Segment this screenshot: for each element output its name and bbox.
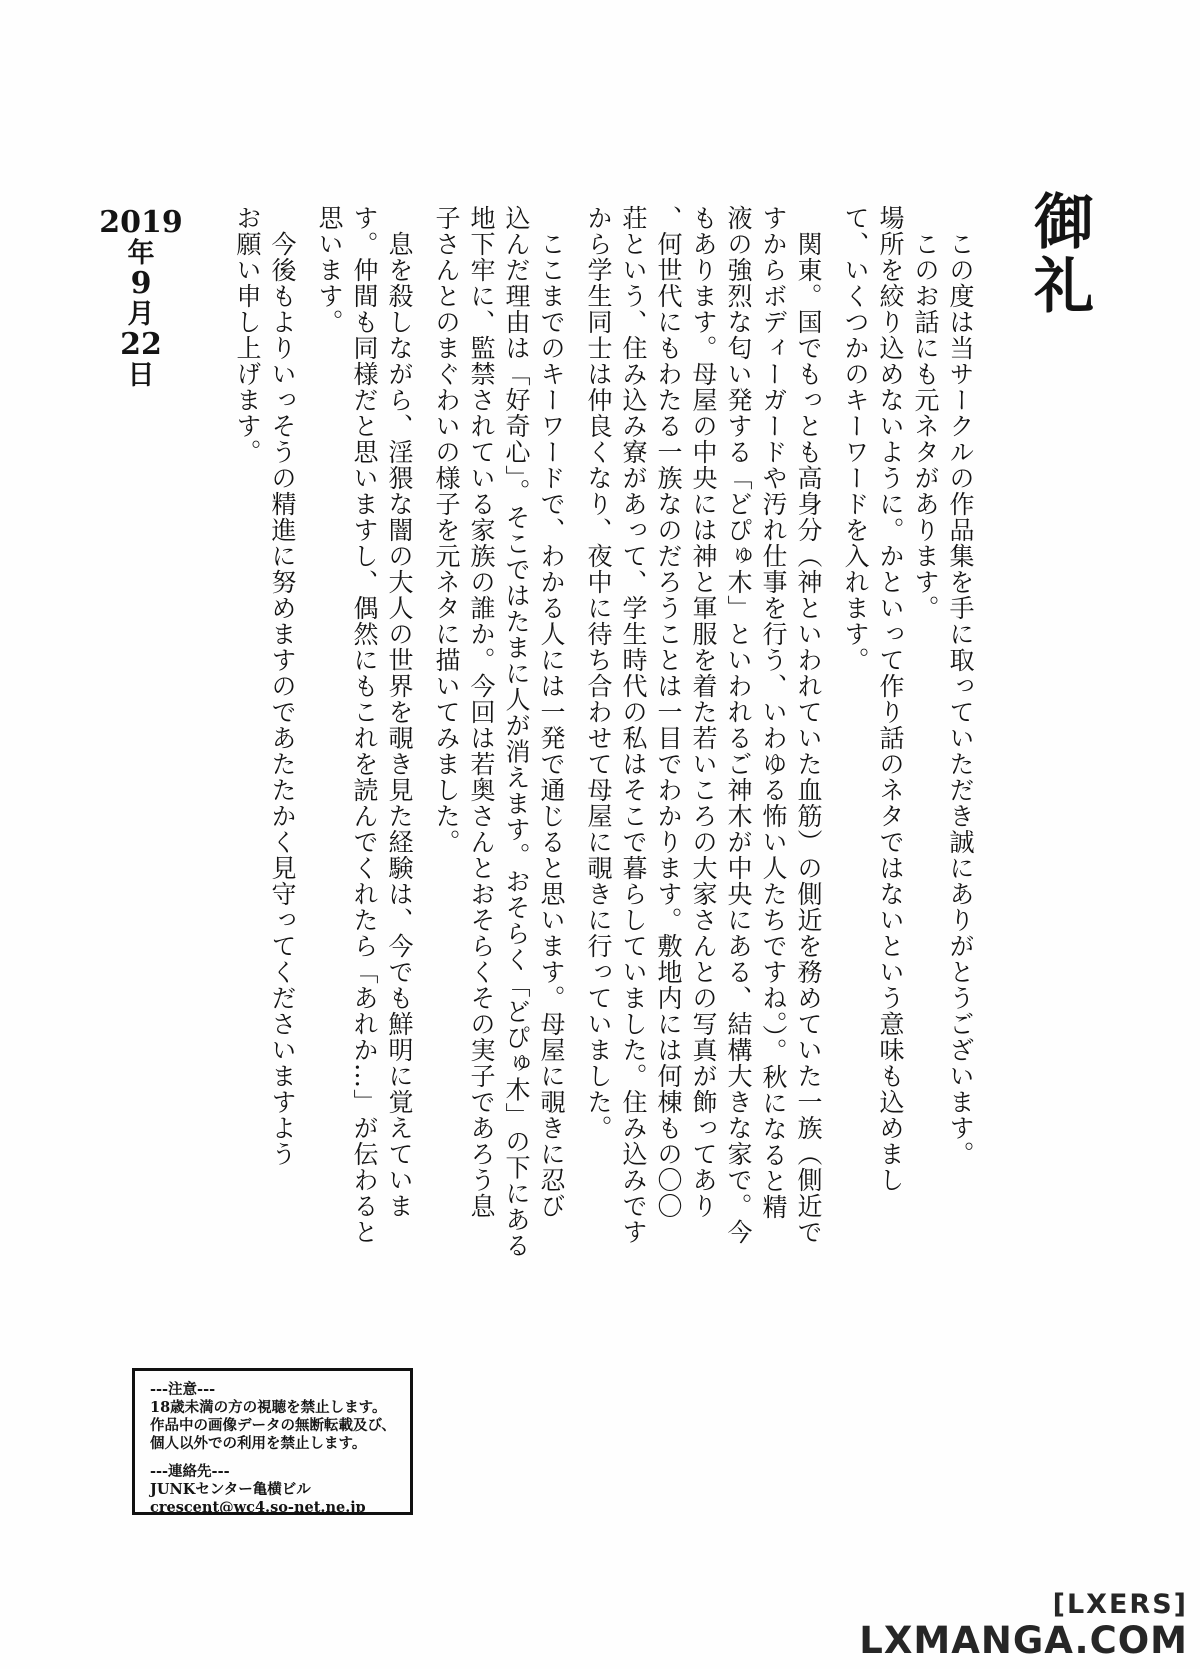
text-column: 地下牢に、監禁されている家族の誰か。今回は若奥さんとおそらくその実子であろう息 [467,205,496,1219]
text-column: 込んだ理由は「好奇心」。そこではたまに人が消えます。おそらく「どぴゅ木」の下にある [502,205,531,1259]
text-column: 子さんとのまぐわいの様子を元ネタに描いてみました。 [432,205,461,855]
contact-email: crescent@wc4.so-net.ne.jp [150,1499,366,1516]
contact-header: ---連絡先--- [150,1463,230,1480]
text-column: すからボディーガードや汚れ仕事を行う、いわゆる怖い人たちですね。）。秋になると精 [759,205,788,1220]
watermark-site-name: LXMANGA.COM [859,1619,1188,1662]
text-column: このお話にも元ネタがあります。 [911,205,940,621]
caution-line: 個人以外での利用を禁止します。 [150,1435,367,1452]
caution-header: ---注意--- [150,1381,216,1398]
watermark [859,1589,1188,1662]
date-year-unit: 年 [127,238,155,269]
body-text [230,205,978,1259]
date-year: 2019 [99,205,183,240]
text-column: 場所を絞り込めないように。かといって作り話のネタではないという意味も込めまし [876,205,905,1193]
date-day-unit: 日 [127,360,155,391]
text-column: から学生同士は仲良くなり、夜中に待ち合わせて母屋に覗きに行っていました。 [584,205,613,1141]
date-month-unit: 月 [127,299,155,330]
notice-box [132,1368,413,1515]
text-column: もあります。母屋の中央には神と軍服を着た若いころの大家さんとの写真が飾ってあり [689,205,718,1219]
page-title: 御礼 [1024,190,1094,318]
contact-line: JUNKセンター亀横ビル [150,1481,311,1498]
date-column [99,205,183,391]
text-column: 荘という、住み込み寮があって、学生時代の私はそこで暮らしていました。住み込みです [619,205,648,1245]
text-column: 息を殺しながら、淫猥な闇の大人の世界を覗き見た経験は、今でも鮮明に覚えていま [385,205,414,1219]
caution-line: 18歳未満の方の視聴を禁止します。 [150,1399,387,1416]
text-column: この度は当サークルの作品集を手に取っていただき誠にありがとうございます。 [946,205,975,1167]
date-month: 9 [130,266,152,301]
caution-line: 作品中の画像データの無断転載及び、 [150,1417,396,1434]
text-column: 液の強烈な匂い発する「どぴゅ木」といわれるご神木が中央にある、結構大きな家で。今 [724,205,753,1245]
text-column: す。仲間も同様だと思いますし、偶然にもこれを読んでくれたら「あれか…」が伝わると [350,205,379,1245]
text-column: お願い申し上げます。 [233,205,262,465]
text-column: 思います。 [315,205,344,335]
text-column: ここまでのキーワードで、わかる人には一発で通じると思います。母屋に覗きに忍び [537,205,566,1219]
text-column: て、いくつかのキーワードを入れます。 [841,205,870,673]
text-column: 関東。国でもっとも高身分（神といわれていた血筋）の側近を務めていた一族（側近で [794,205,823,1245]
text-column: 、何世代にもわたる一族なのだろうことは一目でわかります。敷地内には何棟もの〇〇 [654,205,683,1219]
watermark-group-tag: [LXERS] [1052,1589,1188,1620]
text-column: 今後もよりいっそうの精進に努めますのであたたかく見守ってくださいますよう [268,205,297,1167]
date-day: 22 [120,327,162,362]
notice-spacer [150,1453,404,1463]
